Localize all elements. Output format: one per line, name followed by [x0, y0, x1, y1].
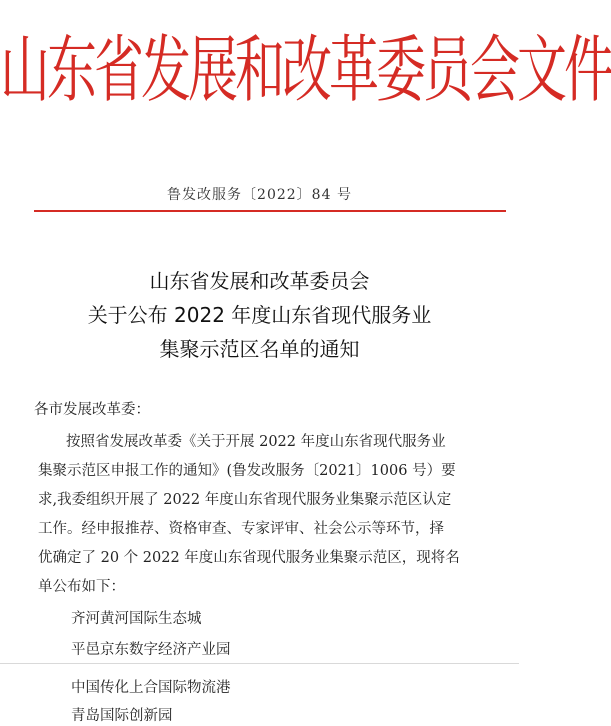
body-paragraph-line: 集聚示范区申报工作的通知》(鲁发改服务〔2021〕1006 号）要	[38, 463, 456, 479]
list-item: 中国传化上合国际物流港	[71, 680, 231, 696]
title-line-1: 山东省发展和改革委员会	[149, 269, 370, 293]
document-number: 鲁发改服务〔2022〕84 号	[167, 187, 352, 203]
notice-title	[0, 264, 519, 366]
page-break-line	[0, 663, 519, 664]
list-item: 青岛国际创新园	[71, 708, 173, 724]
body-paragraph-line: 优确定了 20 个 2022 年度山东省现代服务业集聚示范区，现将名	[38, 550, 460, 566]
red-divider-line	[34, 210, 506, 212]
body-paragraph-line: 按照省发展改革委《关于开展 2022 年度山东省现代服务业	[66, 434, 446, 450]
list-item: 平邑京东数字经济产业园	[71, 642, 231, 658]
body-paragraph-line: 工作。经申报推荐、资格审查、专家评审、社会公示等环节，择	[38, 521, 444, 537]
body-paragraph-line: 单公布如下：	[38, 579, 125, 595]
document-masthead: 山东省发展和改革委员会文件	[0, 28, 611, 113]
salutation: 各市发展改革委：	[34, 402, 150, 418]
body-paragraph-line: 求,我委组织开展了 2022 年度山东省现代服务业集聚示范区认定	[38, 492, 452, 508]
list-item: 齐河黄河国际生态城	[71, 611, 202, 627]
title-line-3: 集聚示范区名单的通知	[159, 337, 360, 361]
title-line-2: 关于公布 2022 年度山东省现代服务业	[87, 303, 432, 327]
